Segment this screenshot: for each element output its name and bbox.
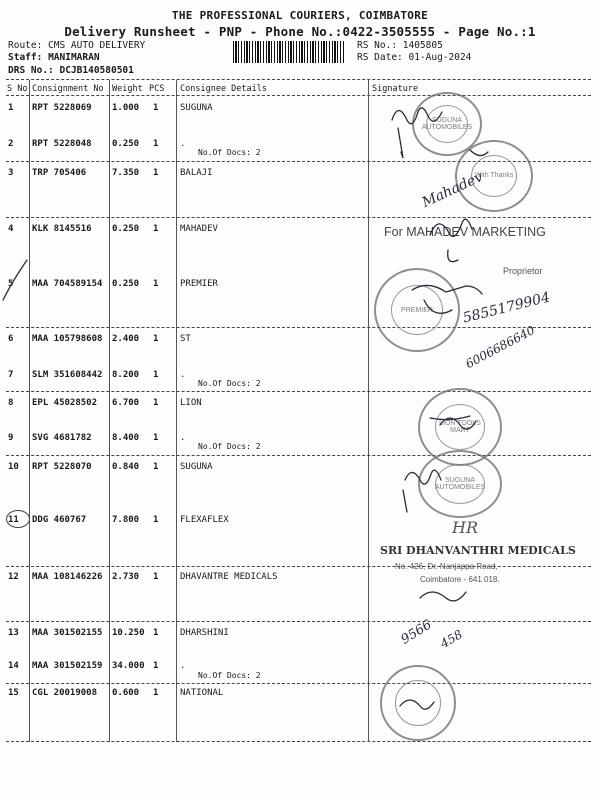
row-consignee: PREMIER [180,279,218,289]
stamp-text: PREMIER [401,306,433,314]
row-consignee: LION [180,398,202,408]
stamp-text: With Thanks [474,172,514,180]
row-consignment: MAA 301502155 [32,628,103,638]
row-consignment: SVG 4681782 [32,433,92,443]
row-weight: 0.250 [112,139,140,149]
row-docs: No.Of Docs: 2 [198,671,261,680]
row-pcs: 1 [153,398,159,408]
row-consignee: DHARSHINI [180,628,229,638]
row-consignment: DDG 460767 [32,515,87,525]
row-pcs: 1 [153,168,159,178]
row-weight: 7.800 [112,515,140,525]
row-weight: 6.700 [112,398,140,408]
drs-value: DCJB140580501 [59,65,134,76]
row-weight: 8.400 [112,433,140,443]
handwritten-hr: HR [452,518,478,537]
row-docs: No.Of Docs: 2 [198,442,261,451]
row-weight: 2.400 [112,334,140,344]
row-sno: 9 [8,433,14,443]
row-weight: 0.250 [112,279,140,289]
row-consignment: CGL 20019008 [32,688,98,698]
staff-value: MANIMARAN [48,52,100,63]
row-sno: 1 [8,103,14,113]
row-consignment: KLK 8145516 [32,224,92,234]
row-weight: 0.250 [112,224,140,234]
handwritten-number-1: 9566 [398,617,435,648]
row-sno: 3 [8,168,14,178]
row-sno: 8 [8,398,14,408]
row-pcs: 1 [153,628,159,638]
row-sno: 2 [8,139,14,149]
row-sno: 10 [8,462,19,472]
col-header-sno: S No [7,84,28,94]
stamp-text: SUGUNA AUTOMOBILES [421,117,473,131]
row-pcs: 1 [153,688,159,698]
col-header-consignment: Consignment No [32,84,104,94]
row-sno: 7 [8,370,14,380]
row-consignment: MAA 704589154 [32,279,103,289]
row-pcs: 1 [153,139,159,149]
col-header-weight: Weight [112,84,143,94]
col-header-signature: Signature [372,84,419,94]
row-consignee: DHAVANTRE MEDICALS [180,572,278,582]
row-consignment: RPT 5228048 [32,139,92,149]
stamp-text: LION TOOLS MART [439,419,481,434]
row-consignee: SUGUNA [180,103,213,113]
row-consignment: MAA 105798608 [32,334,103,344]
route: Route: CMS AUTO DELIVERY [8,40,146,51]
row-pcs: 1 [153,334,159,344]
row-sno: 14 [8,661,19,671]
row-sno: 15 [8,688,19,698]
row-sno: 12 [8,572,19,582]
row-consignment: MAA 108146226 [32,572,103,582]
row-consignee: ST [180,334,191,344]
row-pcs: 1 [153,433,159,443]
row-consignment: RPT 5228070 [32,462,92,472]
stamp-text: SUGUNA AUTOMOBILES [434,476,486,491]
row-sno: 5 [8,279,14,289]
row-pcs: 1 [153,661,159,671]
row-pcs: 1 [153,515,159,525]
row-pcs: 1 [153,572,159,582]
rs-date: RS Date: 01-Aug-2024 [357,52,472,63]
row-consignment: MAA 301502159 [32,661,103,671]
row-docs: No.Of Docs: 2 [198,148,261,157]
mahadev-stamp-line2: Proprietor [503,266,543,276]
row-sno: 6 [8,334,14,344]
row-weight: 8.200 [112,370,140,380]
row-weight: 0.840 [112,462,140,472]
row-consignee: FLEXAFLEX [180,515,229,525]
runsheet-title: Delivery Runsheet - PNP - Phone No.:0422-3505555 - Page No.:1 [64,24,536,39]
row-sno: 13 [8,628,19,638]
handwritten-phone-1: 5855179904 [461,289,552,327]
row-sno: 11 [8,515,19,525]
row-consignee: . [180,139,186,149]
row-pcs: 1 [153,370,159,380]
rs-no: RS No.: 1405805 [357,40,443,51]
row-pcs: 1 [153,279,159,289]
row-consignment: EPL 45028502 [32,398,98,408]
handwritten-phone-2: 6006686640 [463,322,538,372]
row-pcs: 1 [153,224,159,234]
staff-label: Staff: [8,52,43,63]
row-pcs: 1 [153,462,159,472]
row-consignee: SUGUNA [180,462,213,472]
row-weight: 2.730 [112,572,140,582]
row-weight: 34.000 [112,661,145,671]
drs-label: DRS No.: [8,65,54,76]
col-header-consignee: Consignee Details [180,84,267,94]
mahadev-stamp-line1: For MAHADEV MARKETING [384,225,546,239]
dhanvanthri-stamp-name: SRI DHANVANTHRI MEDICALS [380,544,576,557]
mahadev-signature: Mahadev [419,168,486,212]
row-weight: 7.350 [112,168,140,178]
row-consignee: NATIONAL [180,688,224,698]
dhanvanthri-address-1: No. 426, Dr. Nanjappa Road, [395,562,498,571]
row-pcs: 1 [153,103,159,113]
dhanvanthri-address-2: Coimbatore - 641 018. [420,575,500,584]
col-header-pcs: PCS [149,84,165,94]
row-consignment: TRP 705406 [32,168,87,178]
row-weight: 1.000 [112,103,140,113]
handwritten-number-2: 458 [438,627,465,651]
row-consignment: SLM 351608442 [32,370,103,380]
row-weight: 10.250 [112,628,145,638]
row-consignee: . [180,661,186,671]
row-consignee: . [180,370,186,380]
row-sno: 4 [8,224,14,234]
row-consignee: . [180,433,186,443]
row-consignee: BALAJI [180,168,213,178]
company-title: THE PROFESSIONAL COURIERS, COIMBATORE [171,9,429,22]
row-consignee: MAHADEV [180,224,218,234]
row-docs: No.Of Docs: 2 [198,379,261,388]
row-weight: 0.600 [112,688,140,698]
row-consignment: RPT 5228069 [32,103,92,113]
